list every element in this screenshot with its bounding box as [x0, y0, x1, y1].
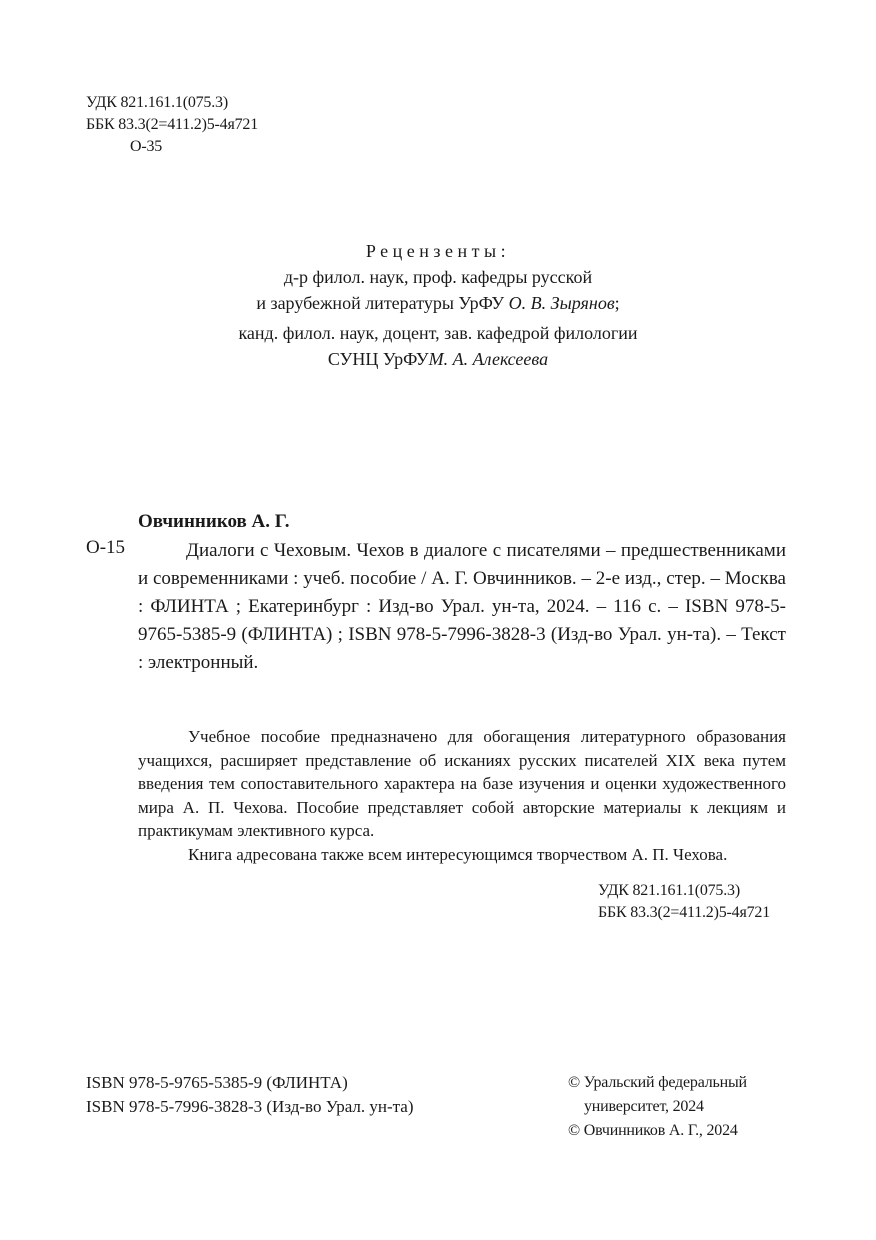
reviewer-1-line-2	[0, 290, 876, 316]
copyright-block	[568, 1071, 747, 1143]
reviewer-1-line-1: д-р филол. наук, проф. кафедры русской	[283, 267, 593, 287]
isbn-urfu: ISBN 978-5-7996-3828-3 (Изд-во Урал. ун-та)	[86, 1097, 414, 1116]
index-right	[598, 880, 770, 924]
bbk-code: ББК 83.3(2=411.2)5-4я721	[86, 116, 259, 133]
bbk-code-right: ББК 83.3(2=411.2)5-4я721	[598, 904, 771, 921]
classification-block	[86, 92, 258, 158]
reviewers-block	[0, 238, 876, 372]
udk-code: УДК 821.161.1(075.3)	[86, 94, 228, 111]
udk-code-right: УДК 821.161.1(075.3)	[598, 882, 740, 899]
reviewers-heading: Рецензенты:	[365, 241, 511, 261]
author-sign: О-35	[130, 138, 163, 155]
copyright-line-1: © Уральский федеральный	[568, 1074, 747, 1091]
reviewer-1-name: О. В. Зырянов	[508, 293, 615, 313]
reviewer-2-name: М. А. Алексеева	[428, 349, 549, 369]
reviewer-2-line-2	[0, 346, 876, 372]
author-code: О-15	[86, 537, 126, 558]
bibliographic-description: Диалоги с Чеховым. Чехов в диалоге с писателями – предшественниками и современниками : учеб. пособие / А. Г. Овчинников. – 2-е изд., стер. – Москва : ФЛИНТА ; Екатеринбург : Изд-во Урал. ун-та, 2024. – 116 с. – ISBN 978-5-9765-5385-9 (ФЛИНТА) ; ISBN 978-5-7996-3828-3 (Изд-во Урал. ун-та). – Текст : электронный.	[138, 540, 786, 673]
reviewer-2-affiliation: СУНЦ УрФУ	[327, 349, 429, 369]
reviewer-1-affiliation: и зарубежной литературы УрФУ	[256, 293, 509, 313]
reviewer-2-line-1: канд. филол. наук, доцент, зав. кафедрой филологии	[238, 323, 638, 343]
isbn-flinta: ISBN 978-5-9765-5385-9 (ФЛИНТА)	[86, 1073, 348, 1092]
reviewer-separator: ;	[614, 293, 620, 313]
annotation	[138, 725, 786, 866]
isbn-block	[86, 1071, 414, 1119]
author-heading: Овчинников А. Г.	[138, 511, 290, 532]
annotation-paragraph-1: Учебное пособие предназначено для обогащения литературного образования учащихся, расширяет представление об исканиях русских писателей XIX века путем введения тем сопоставительного характера на базе изучения и оценки художественного мира А. П. Чехова. Пособие представляет собой авторские материалы к лекциям и практикумам элективного курса.	[138, 727, 786, 840]
copyright-line-2: университет, 2024	[584, 1098, 704, 1115]
annotation-paragraph-2: Книга адресована также всем интересующимся творчеством А. П. Чехова.	[188, 844, 728, 864]
copyright-line-3: © Овчинников А. Г., 2024	[568, 1122, 738, 1139]
